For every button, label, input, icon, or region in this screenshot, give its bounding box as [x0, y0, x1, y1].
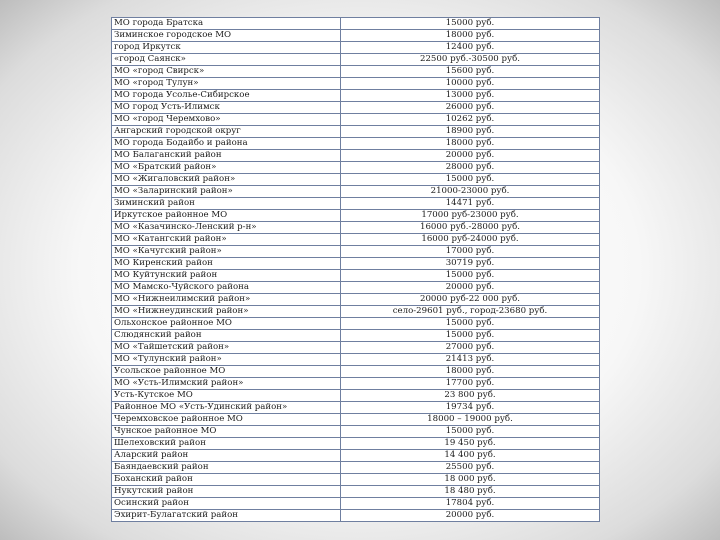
salary-value-cell: 23 800 руб.	[341, 390, 600, 402]
municipality-name-cell: МО «Братский район»	[112, 162, 341, 174]
salary-value-cell: 14471 руб.	[341, 198, 600, 210]
salary-value-cell: 13000 руб.	[341, 90, 600, 102]
municipality-name-cell: Черемховское районное МО	[112, 414, 341, 426]
table-row	[112, 102, 600, 114]
table-row	[112, 30, 600, 42]
table-row	[112, 294, 600, 306]
salary-value-cell: 21413 руб.	[341, 354, 600, 366]
salary-value-cell: 12400 руб.	[341, 42, 600, 54]
municipality-name-cell: МО «Тулунский район»	[112, 354, 341, 366]
table-row	[112, 210, 600, 222]
table-row	[112, 162, 600, 174]
table-row	[112, 234, 600, 246]
table-row	[112, 366, 600, 378]
salary-value-cell: 30719 руб.	[341, 258, 600, 270]
municipality-name-cell: Зиминский район	[112, 198, 341, 210]
table-row	[112, 306, 600, 318]
table-row	[112, 354, 600, 366]
salary-value-cell: 19 450 руб.	[341, 438, 600, 450]
salary-value-cell: 18000 руб.	[341, 138, 600, 150]
salary-value-cell: 21000-23000 руб.	[341, 186, 600, 198]
salary-table	[111, 17, 600, 522]
municipality-name-cell: МО города Бодайбо и района	[112, 138, 341, 150]
table-row	[112, 378, 600, 390]
municipality-name-cell: МО «город Черемхово»	[112, 114, 341, 126]
municipality-name-cell: Районное МО «Усть-Удинский район»	[112, 402, 341, 414]
municipality-name-cell: Осинский район	[112, 498, 341, 510]
table-row	[112, 114, 600, 126]
salary-value-cell: 14 400 руб.	[341, 450, 600, 462]
salary-value-cell: 26000 руб.	[341, 102, 600, 114]
municipality-name-cell: Баяндаевский район	[112, 462, 341, 474]
municipality-name-cell: МО «Нижнеудинский район»	[112, 306, 341, 318]
table-row	[112, 198, 600, 210]
salary-value-cell: 16000 руб.-28000 руб.	[341, 222, 600, 234]
salary-value-cell: 22500 руб.-30500 руб.	[341, 54, 600, 66]
table-row	[112, 318, 600, 330]
table-row	[112, 498, 600, 510]
municipality-name-cell: МО «Жигаловский район»	[112, 174, 341, 186]
salary-value-cell: 15000 руб.	[341, 330, 600, 342]
salary-value-cell: 10262 руб.	[341, 114, 600, 126]
municipality-name-cell: Ольхонское районное МО	[112, 318, 341, 330]
salary-value-cell: 18000 руб.	[341, 30, 600, 42]
table-row	[112, 342, 600, 354]
municipality-name-cell: МО «Заларинский район»	[112, 186, 341, 198]
municipality-name-cell: Шелеховский район	[112, 438, 341, 450]
municipality-name-cell: Нукутский район	[112, 486, 341, 498]
municipality-name-cell: Слюдянский район	[112, 330, 341, 342]
municipality-name-cell: МО города Братска	[112, 18, 341, 30]
table-row	[112, 426, 600, 438]
salary-value-cell: 20000 руб.	[341, 282, 600, 294]
municipality-name-cell: МО Балаганский район	[112, 150, 341, 162]
municipality-name-cell: Зиминское городское МО	[112, 30, 341, 42]
salary-value-cell: 28000 руб.	[341, 162, 600, 174]
salary-value-cell: село-29601 руб., город-23680 руб.	[341, 306, 600, 318]
municipality-name-cell: Аларский район	[112, 450, 341, 462]
salary-value-cell: 10000 руб.	[341, 78, 600, 90]
table-row	[112, 390, 600, 402]
municipality-name-cell: Усть-Кутское МО	[112, 390, 341, 402]
salary-value-cell: 15000 руб.	[341, 318, 600, 330]
salary-value-cell: 18000 – 19000 руб.	[341, 414, 600, 426]
table-row	[112, 270, 600, 282]
salary-value-cell: 15000 руб.	[341, 18, 600, 30]
salary-table-body	[112, 18, 600, 522]
table-row	[112, 462, 600, 474]
salary-value-cell: 25500 руб.	[341, 462, 600, 474]
municipality-name-cell: МО Куйтунский район	[112, 270, 341, 282]
salary-value-cell: 15000 руб.	[341, 270, 600, 282]
municipality-name-cell: Боханский район	[112, 474, 341, 486]
table-row	[112, 258, 600, 270]
municipality-name-cell: МО «Тайшетский район»	[112, 342, 341, 354]
table-row	[112, 330, 600, 342]
table-row	[112, 138, 600, 150]
table-row	[112, 18, 600, 30]
salary-value-cell: 27000 руб.	[341, 342, 600, 354]
municipality-name-cell: МО Киренский район	[112, 258, 341, 270]
municipality-name-cell: МО город Усть-Илимск	[112, 102, 341, 114]
table-row	[112, 438, 600, 450]
table-row	[112, 450, 600, 462]
salary-value-cell: 15600 руб.	[341, 66, 600, 78]
table-row	[112, 42, 600, 54]
municipality-name-cell: «город Саянск»	[112, 54, 341, 66]
salary-value-cell: 20000 руб-22 000 руб.	[341, 294, 600, 306]
municipality-name-cell: МО «Катангский район»	[112, 234, 341, 246]
municipality-name-cell: МО Мамско-Чуйского района	[112, 282, 341, 294]
municipality-name-cell: город Иркутск	[112, 42, 341, 54]
municipality-name-cell: МО «Нижнеилимский район»	[112, 294, 341, 306]
municipality-name-cell: МО «Усть-Илимский район»	[112, 378, 341, 390]
salary-value-cell: 20000 руб.	[341, 510, 600, 522]
table-row	[112, 282, 600, 294]
municipality-name-cell: МО «город Тулун»	[112, 78, 341, 90]
table-row	[112, 402, 600, 414]
table-row	[112, 186, 600, 198]
table-row	[112, 510, 600, 522]
municipality-name-cell: МО «город Свирск»	[112, 66, 341, 78]
salary-value-cell: 15000 руб.	[341, 426, 600, 438]
table-row	[112, 126, 600, 138]
salary-value-cell: 18 000 руб.	[341, 474, 600, 486]
salary-value-cell: 18 480 руб.	[341, 486, 600, 498]
table-row	[112, 246, 600, 258]
municipality-name-cell: Иркутское районное МО	[112, 210, 341, 222]
salary-value-cell: 16000 руб-24000 руб.	[341, 234, 600, 246]
municipality-name-cell: Ангарский городской округ	[112, 126, 341, 138]
municipality-name-cell: МО «Казачинско-Ленский р-н»	[112, 222, 341, 234]
municipality-name-cell: МО города Усолье-Сибирское	[112, 90, 341, 102]
salary-value-cell: 17000 руб-23000 руб.	[341, 210, 600, 222]
table-row	[112, 174, 600, 186]
municipality-name-cell: МО «Качугский район»	[112, 246, 341, 258]
table-row	[112, 414, 600, 426]
table-row	[112, 66, 600, 78]
salary-value-cell: 17700 руб.	[341, 378, 600, 390]
municipality-name-cell: Усольское районное МО	[112, 366, 341, 378]
salary-value-cell: 17000 руб.	[341, 246, 600, 258]
table-row	[112, 150, 600, 162]
salary-value-cell: 15000 руб.	[341, 174, 600, 186]
table-row	[112, 78, 600, 90]
salary-value-cell: 18000 руб.	[341, 366, 600, 378]
salary-table-container	[111, 17, 599, 522]
municipality-name-cell: Эхирит-Булагатский район	[112, 510, 341, 522]
salary-value-cell: 17804 руб.	[341, 498, 600, 510]
salary-value-cell: 19734 руб.	[341, 402, 600, 414]
table-row	[112, 54, 600, 66]
table-row	[112, 486, 600, 498]
salary-value-cell: 18900 руб.	[341, 126, 600, 138]
table-row	[112, 222, 600, 234]
table-row	[112, 474, 600, 486]
salary-value-cell: 20000 руб.	[341, 150, 600, 162]
municipality-name-cell: Чунское районное МО	[112, 426, 341, 438]
table-row	[112, 90, 600, 102]
